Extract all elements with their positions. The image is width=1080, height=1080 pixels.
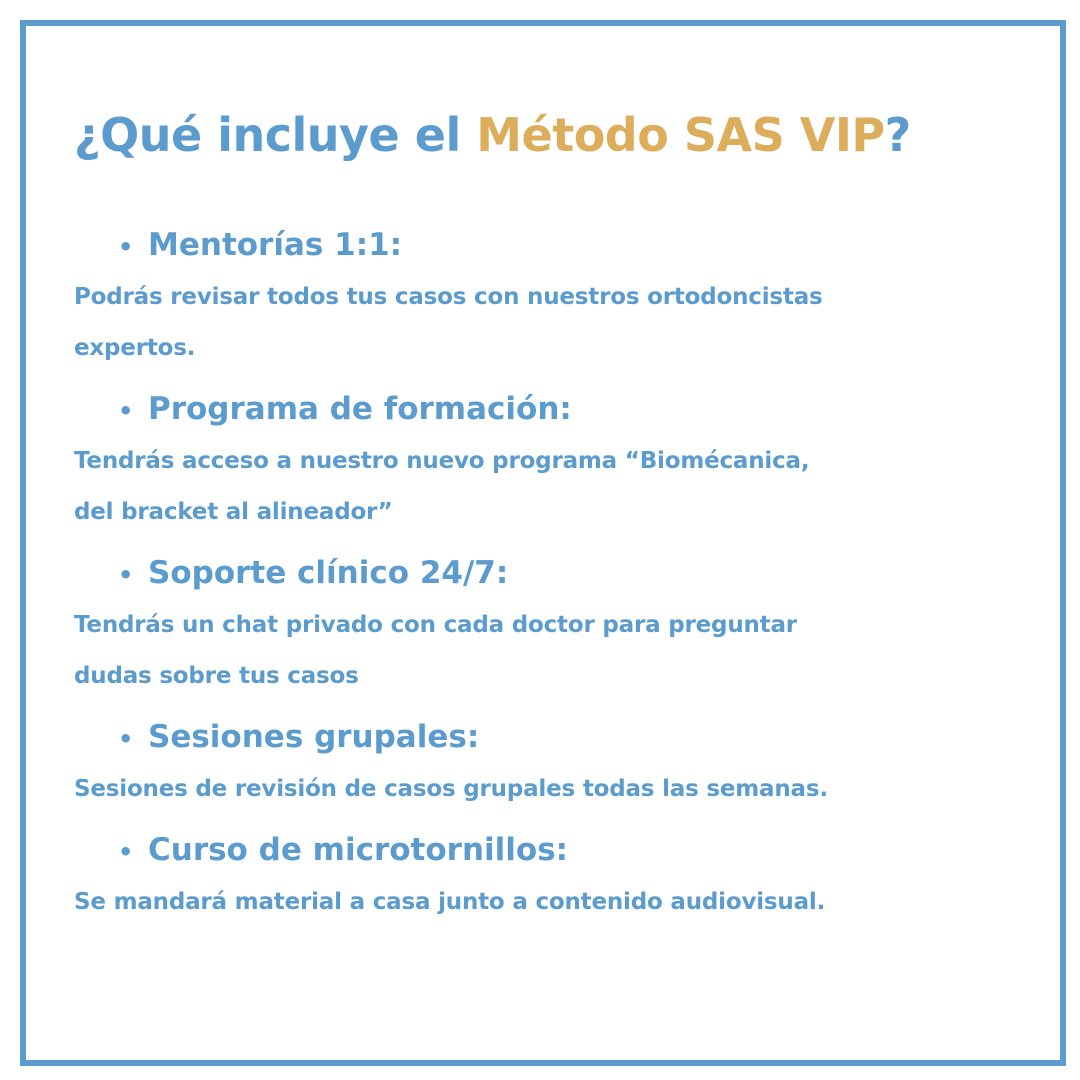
bullet-icon: • [118,397,134,425]
feature-heading-text: Curso de microtornillos: [148,832,569,868]
page-title [74,108,911,162]
feature-item [74,823,1014,928]
feature-heading [118,823,1014,877]
feature-description-line: del bracket al alineador” [74,499,393,525]
title-suffix: ? [884,108,911,162]
title-highlight: Método SAS VIP [476,108,885,162]
title-prefix: ¿Qué incluye el [74,108,477,162]
feature-description-line: Sesiones de revisión de casos grupales todas las semanas. [74,776,828,802]
feature-heading [118,546,1014,600]
feature-description-line: Tendrás un chat privado con cada doctor para preguntar [74,612,797,638]
feature-heading-text: Mentorías 1:1: [148,227,403,263]
features-list [74,218,1014,936]
bullet-icon: • [118,838,134,866]
bullet-icon: • [118,725,134,753]
feature-item [74,218,1014,374]
feature-heading [118,382,1014,436]
feature-heading-text: Sesiones grupales: [148,719,480,755]
feature-item [74,382,1014,538]
feature-description-line: Se mandará material a casa junto a contenido audiovisual. [74,889,826,915]
feature-heading-text: Soporte clínico 24/7: [148,555,509,591]
feature-heading [118,218,1014,272]
bullet-icon: • [118,233,134,261]
bullet-icon: • [118,561,134,589]
feature-item [74,546,1014,702]
feature-heading [118,710,1014,764]
feature-description-line: expertos. [74,335,196,361]
feature-heading-text: Programa de formación: [148,391,572,427]
feature-description-line: Tendrás acceso a nuestro nuevo programa “Biomécanica, [74,448,810,474]
feature-item [74,710,1014,815]
feature-description-line: dudas sobre tus casos [74,663,359,689]
feature-description-line: Podrás revisar todos tus casos con nuestros ortodoncistas [74,284,823,310]
